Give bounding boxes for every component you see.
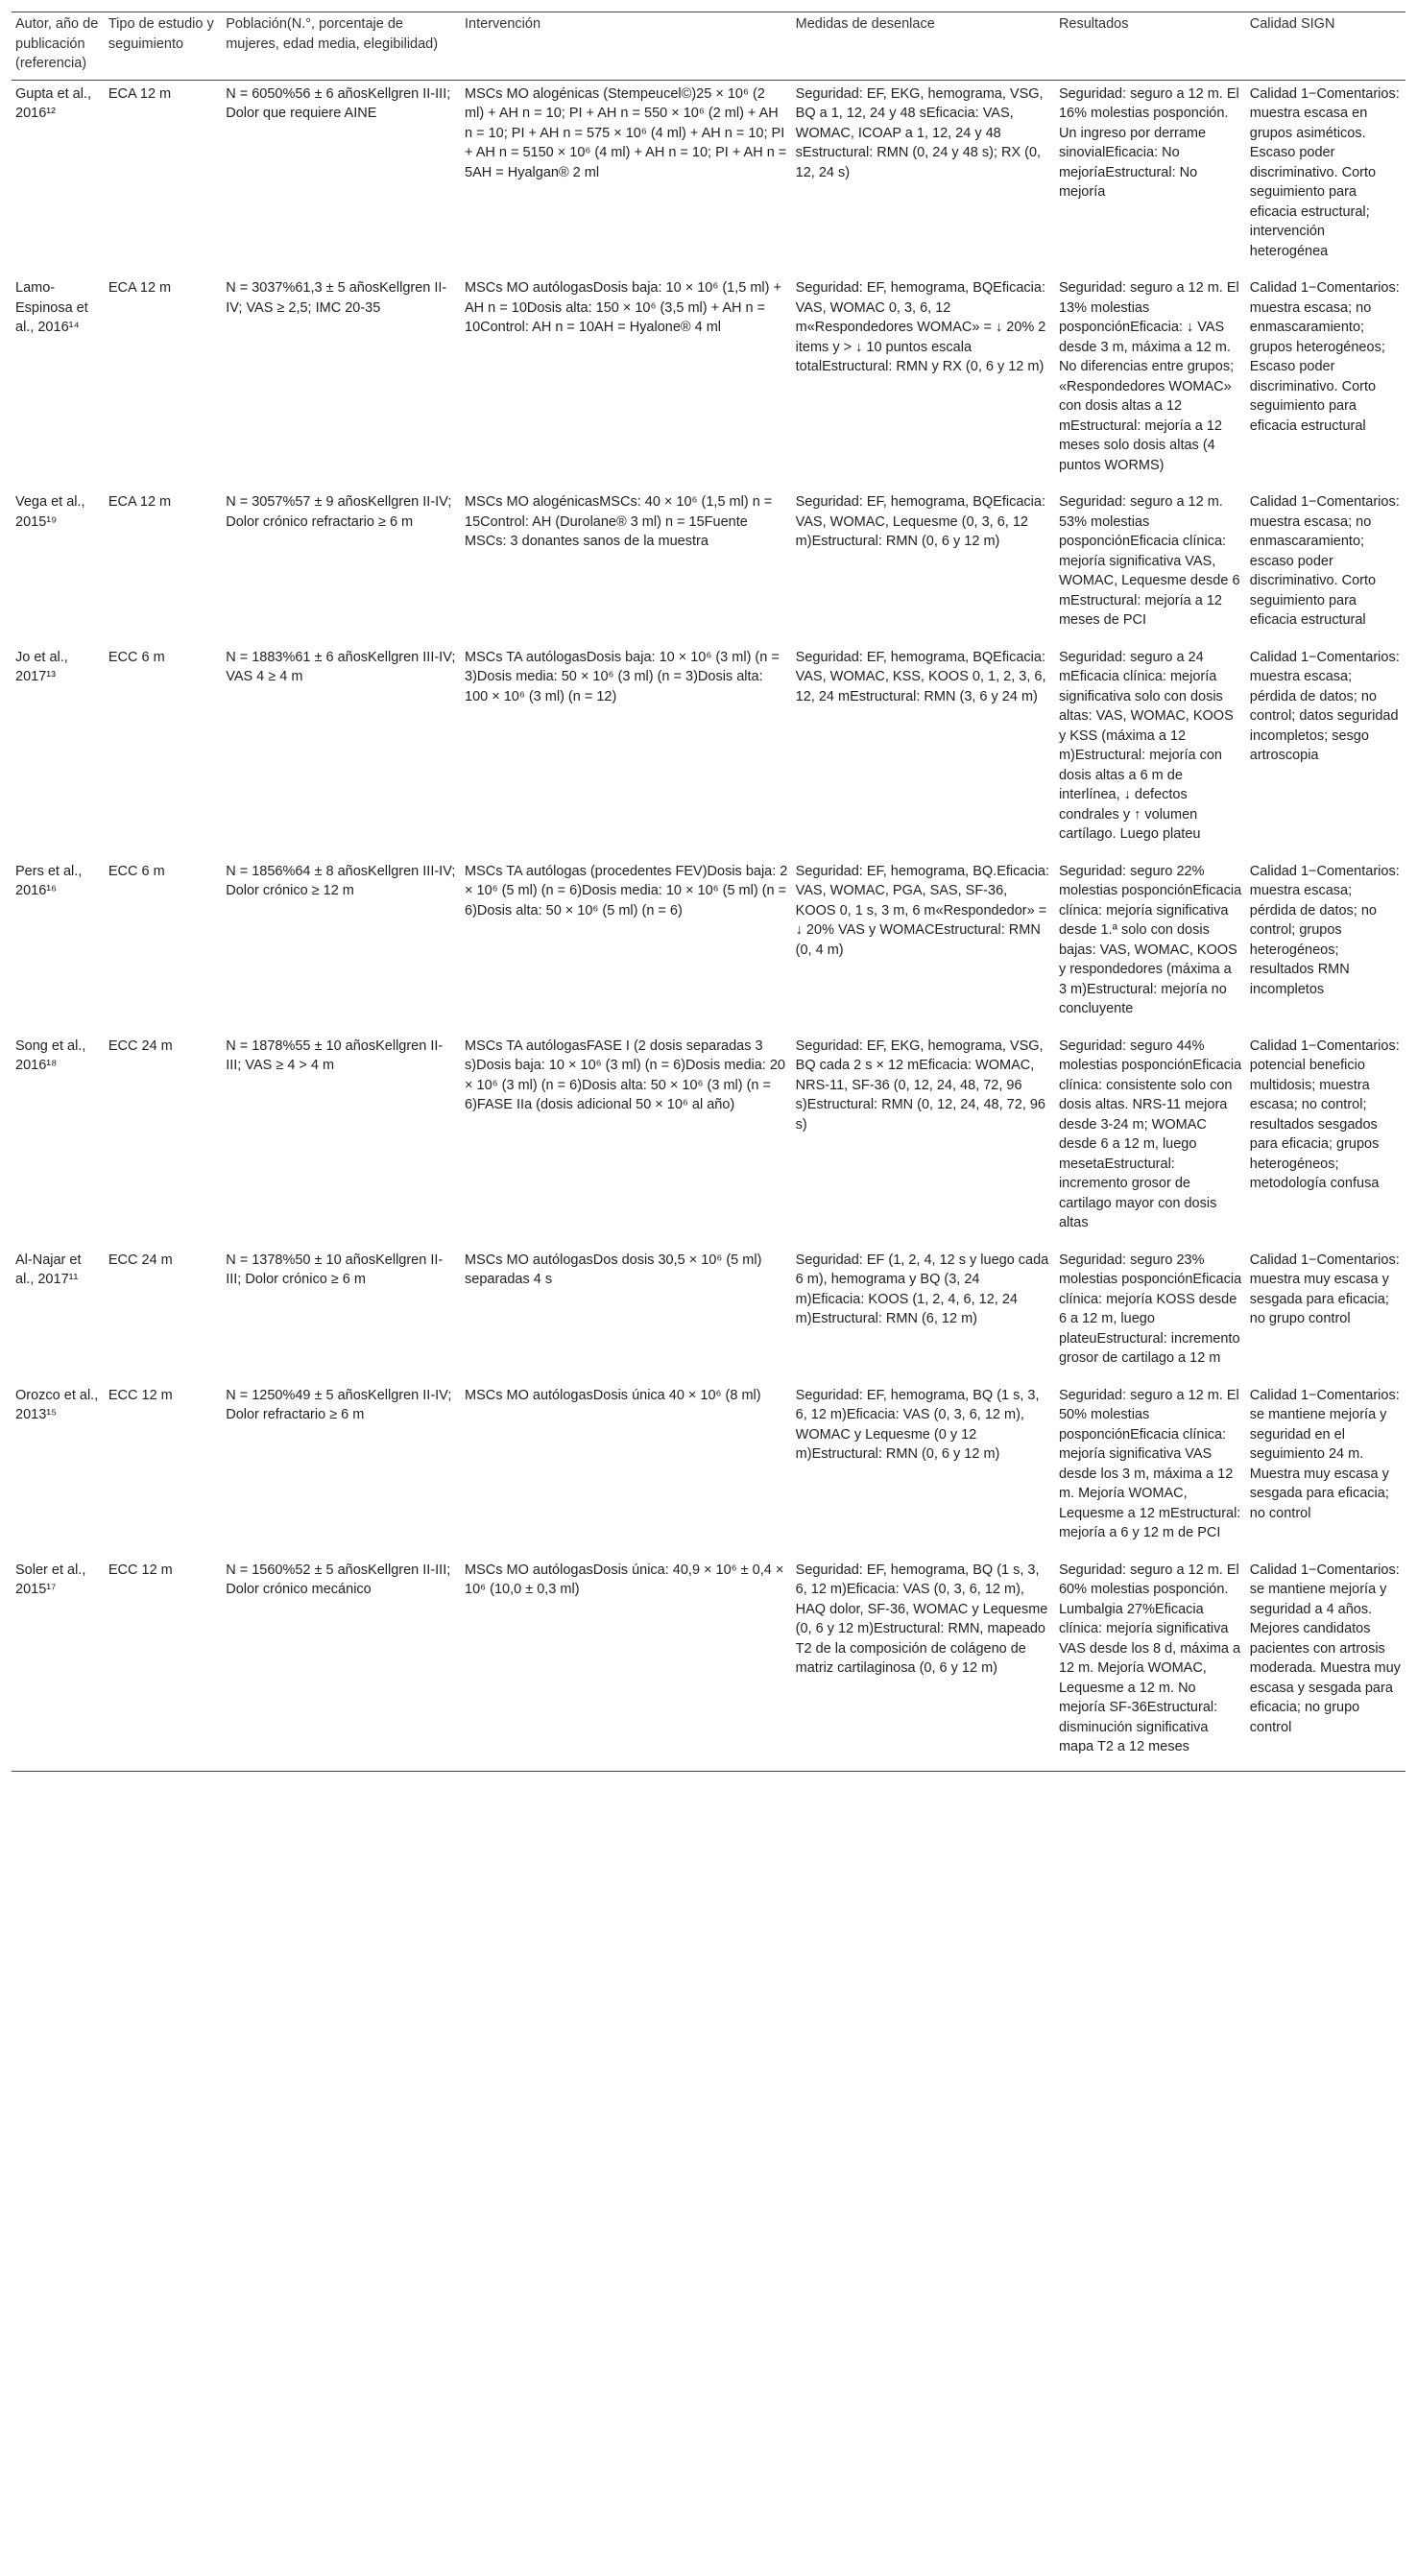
cell-intervention: MSCs TA autólogasFASE I (2 dosis separadas 3 s)Dosis baja: 10 × 10⁶ (3 ml) (n = 6)Dosis media: 20 × 10⁶ (3 ml) (n = 6)Dosis alta: 50 × 10⁶ (3 ml) (n = 6)FASE IIa (dosis adicional 50 × 10⁶ al año) (465, 1038, 785, 1112)
table-row (12, 1247, 1405, 1382)
cell-outcomes: Seguridad: EF (1, 2, 4, 12 s y luego cada 6 m), hemograma y BQ (3, 24 m)Eficacia: KOOS (1, 2, 4, 6, 12, 24 m)Estructural: RMN (6, 12 m) (795, 1252, 1049, 1326)
cell-outcomes: Seguridad: EF, hemograma, BQ (1 s, 3, 6, 12 m)Eficacia: VAS (0, 3, 6, 12 m), WOMAC y Lequesme (0 y 12 m)Estructural: RMN (0, 6 y 12 m) (795, 1387, 1040, 1462)
cell-author: Pers et al., 2016¹⁶ (15, 863, 83, 898)
table-row (12, 1033, 1405, 1247)
cell-design: ECC 12 m (108, 1387, 173, 1403)
table-row (12, 274, 1405, 489)
cell-results: Seguridad: seguro 22% molestias posponciónEficacia clínica: mejoría significativa desde 1.ª solo con dosis bajas: VAS, WOMAC, KOOS y respondedores (máxima a 3 m)Estructural: mejoría no concluyente (1058, 863, 1242, 1016)
studies-table (12, 12, 1405, 1772)
cell-outcomes: Seguridad: EF, hemograma, BQEficacia: VAS, WOMAC, Lequesme (0, 3, 6, 12 m)Estructural: RMN (0, 6 y 12 m) (795, 494, 1045, 549)
cell-results: Seguridad: seguro a 12 m. 53% molestias posponciónEficacia clínica: mejoría significativa VAS, WOMAC, Lequesme desde 6 mEstructural: mejoría a 12 meses de PCI (1058, 494, 1240, 628)
cell-quality: Calidad 1−Comentarios: muestra escasa; pérdida de datos; no control; grupos heterogéneos; resultados RMN incompletos (1249, 863, 1400, 997)
table-row (12, 858, 1405, 1033)
cell-design: ECC 24 m (108, 1038, 173, 1054)
cell-design: ECC 12 m (108, 1562, 173, 1578)
cell-design: ECC 6 m (108, 649, 165, 665)
cell-author: Soler et al., 2015¹⁷ (15, 1562, 86, 1597)
header-intervention: Intervención (465, 16, 541, 32)
cell-population: N = 3037%61,3 ± 5 añosKellgren II-IV; VAS ≥ 2,5; IMC 20-35 (226, 280, 447, 316)
cell-results: Seguridad: seguro a 12 m. El 16% molestias posponción. Un ingreso por derrame sinovialEficacia: No mejoríaEstructural: No mejoría (1058, 85, 1239, 200)
header-population: Población(N.°, porcentaje de mujeres, edad media, elegibilidad) (226, 16, 439, 52)
cell-author: Al-Najar et al., 2017¹¹ (15, 1252, 82, 1287)
table-row (12, 644, 1405, 858)
cell-design: ECA 12 m (108, 85, 172, 102)
cell-intervention: MSCs MO alogénicasMSCs: 40 × 10⁶ (1,5 ml) n = 15Control: AH (Durolane® 3 ml) n = 15Fuente MSCs: 3 donantes sanos de la muestra (465, 494, 773, 549)
cell-population: N = 1560%52 ± 5 añosKellgren II-III; Dolor crónico mecánico (226, 1562, 451, 1597)
table-row (12, 1557, 1405, 1772)
cell-intervention: MSCs MO autólogasDosis única: 40,9 × 10⁶ ± 0,4 × 10⁶ (10,0 ± 0,3 ml) (465, 1562, 784, 1597)
cell-design: ECC 6 m (108, 863, 165, 879)
cell-author: Lamo-Espinosa et al., 2016¹⁴ (15, 280, 88, 335)
cell-quality: Calidad 1−Comentarios: muestra escasa en grupos asiméticos. Escaso poder discriminativo. Corto seguimiento para eficacia estructural; intervención heterogénea (1249, 85, 1400, 259)
cell-intervention: MSCs MO alogénicas (Stempeucel©)25 × 10⁶ (2 ml) + AH n = 10; PI + AH n = 550 × 10⁶ (2 ml) + AH n = 10; PI + AH n = 575 × 10⁶ (4 ml) + AH n = 10; PI + AH n = 5150 × 10⁶ (4 ml) + AH n = 10; PI + AH n = 5AH = Hyalgan® 2 ml (465, 85, 787, 180)
cell-results: Seguridad: seguro a 24 mEficacia clínica: mejoría significativa solo con dosis altas: VAS, WOMAC, KOOS y KSS (máxima a 12 m)Estructural: mejoría con dosis altas a 6 m de interlínea, ↓ defectos condrales y ↑ volumen cartílago. Luego plateu (1058, 649, 1234, 842)
cell-quality: Calidad 1−Comentarios: muestra escasa; pérdida de datos; no control; datos seguridad incompletos; sesgo artroscopia (1249, 649, 1400, 763)
cell-intervention: MSCs MO autólogasDosis única 40 × 10⁶ (8 ml) (465, 1387, 761, 1403)
cell-population: N = 6050%56 ± 6 añosKellgren II-III; Dolor que requiere AINE (226, 85, 451, 121)
cell-outcomes: Seguridad: EF, hemograma, BQ (1 s, 3, 6, 12 m)Eficacia: VAS (0, 3, 6, 12 m), HAQ dolor, SF-36, WOMAC y Lequesme (0, 6 y 12 m)Estructural: RMN, mapeado T2 de la composición de colágeno de matriz cartilaginosa (0, 6 y 12 m) (795, 1562, 1048, 1676)
cell-quality: Calidad 1−Comentarios: se mantiene mejoría y seguridad en el seguimiento 24 m. Muestra muy escasa y sesgada para eficacia; no control (1249, 1387, 1400, 1521)
cell-results: Seguridad: seguro a 12 m. El 13% molestias posponciónEficacia: ↓ VAS desde 3 m, máxima a 12 m. No diferencias entre grupos; «Respondedores WOMAC» con dosis altas a 12 mEstructural: mejoría a 12 meses solo dosis altas (4 puntos WORMS) (1058, 280, 1239, 473)
cell-intervention: MSCs MO autólogasDos dosis 30,5 × 10⁶ (5 ml) separadas 4 s (465, 1252, 762, 1287)
cell-author: Vega et al., 2015¹⁹ (15, 494, 85, 530)
table-row (12, 80, 1405, 274)
cell-results: Seguridad: seguro 44% molestias posponciónEficacia clínica: consistente solo con dosis altas. NRS-11 mejora desde 3-24 m; WOMAC desde 6 a 12 m, luego mesetaEstructural: incremento grosor de cartilago mayor con dosis altas (1058, 1038, 1242, 1230)
cell-population: N = 1378%50 ± 10 añosKellgren II-III; Dolor crónico ≥ 6 m (226, 1252, 444, 1287)
cell-author: Orozco et al., 2013¹⁵ (15, 1387, 99, 1422)
cell-design: ECA 12 m (108, 494, 172, 510)
table-container (12, 12, 1405, 1772)
cell-results: Seguridad: seguro 23% molestias posponciónEficacia clínica: mejoría KOSS desde 6 a 12 m, luego plateuEstructural: incremento grosor de cartilago a 12 m (1058, 1252, 1242, 1366)
cell-intervention: MSCs MO autólogasDosis baja: 10 × 10⁶ (1,5 ml) + AH n = 10Dosis alta: 150 × 10⁶ (3,5 ml) + AH n = 10Control: AH n = 10AH = Hyalone® 4 ml (465, 280, 781, 335)
cell-results: Seguridad: seguro a 12 m. El 50% molestias posponciónEficacia clínica: mejoría significativa VAS desde los 3 m, máxima a 12 m. Mejoría WOMAC, Lequesme a 12 mEstructural: mejoría a 6 y 12 m de PCI (1058, 1387, 1241, 1540)
cell-quality: Calidad 1−Comentarios: muestra escasa; no enmascaramiento; escaso poder discriminativo. Corto seguimiento para eficacia estructural (1249, 494, 1400, 628)
header-quality: Calidad SIGN (1249, 16, 1335, 32)
cell-outcomes: Seguridad: EF, EKG, hemograma, VSG, BQ a 1, 12, 24 y 48 sEficacia: VAS, WOMAC, ICOAP a 1, 12, 24 y 48 sEstructural: RMN (0, 24 y 48 s); RX (0, 12, 24 s) (795, 85, 1044, 180)
cell-quality: Calidad 1−Comentarios: potencial beneficio multidosis; muestra escasa; no control; resultados sesgados para eficacia; grupos heterogéneos; metodología confusa (1249, 1038, 1400, 1191)
cell-intervention: MSCs TA autólogasDosis baja: 10 × 10⁶ (3 ml) (n = 3)Dosis media: 50 × 10⁶ (3 ml) (n = 3)Dosis alta: 100 × 10⁶ (3 ml) (n = 12) (465, 649, 780, 704)
cell-results: Seguridad: seguro a 12 m. El 60% molestias posponción. Lumbalgia 27%Eficacia clínica: mejoría significativa VAS desde los 8 d, máxima a 12 m. Mejoría WOMAC, Lequesme a 12 m. No mejoría SF-36Estructural: disminución significativa mapa T2 a 12 meses (1058, 1562, 1241, 1754)
cell-population: N = 1878%55 ± 10 añosKellgren II-III; VAS ≥ 4 > 4 m (226, 1038, 444, 1073)
cell-intervention: MSCs TA autólogas (procedentes FEV)Dosis baja: 2 × 10⁶ (5 ml) (n = 6)Dosis media: 10 × 10⁶ (5 ml) (n = 6)Dosis alta: 50 × 10⁶ (5 ml) (n = 6) (465, 863, 788, 918)
cell-population: N = 1856%64 ± 8 añosKellgren III-IV; Dolor crónico ≥ 12 m (226, 863, 456, 898)
cell-author: Gupta et al., 2016¹² (15, 85, 91, 121)
cell-outcomes: Seguridad: EF, EKG, hemograma, VSG, BQ cada 2 s × 12 mEficacia: WOMAC, NRS-11, SF-36 (0, 12, 24, 48, 72, 96 s)Estructural: RMN (0, 12, 24, 48, 72, 96 s) (795, 1038, 1045, 1133)
cell-population: N = 1250%49 ± 5 añosKellgren II-IV; Dolor refractario ≥ 6 m (226, 1387, 452, 1422)
header-outcomes: Medidas de desenlace (795, 16, 935, 32)
header-results: Resultados (1058, 16, 1129, 32)
table-header-row (12, 12, 1405, 81)
table-row (12, 1382, 1405, 1557)
header-design: Tipo de estudio y seguimiento (108, 16, 214, 52)
cell-population: N = 1883%61 ± 6 añosKellgren III-IV; VAS 4 ≥ 4 m (226, 649, 456, 684)
cell-quality: Calidad 1−Comentarios: muestra escasa; no enmascaramiento; grupos heterogéneos; Escaso poder discriminativo. Corto seguimiento para eficacia estructural (1249, 280, 1400, 434)
cell-design: ECC 24 m (108, 1252, 173, 1268)
cell-population: N = 3057%57 ± 9 añosKellgren II-IV; Dolor crónico refractario ≥ 6 m (226, 494, 452, 530)
cell-outcomes: Seguridad: EF, hemograma, BQEficacia: VAS, WOMAC 0, 3, 6, 12 m«Respondedores WOMAC» = ↓ 20% 2 items y > ↓ 10 puntos escala totalEstructural: RMN y RX (0, 6 y 12 m) (795, 280, 1046, 374)
cell-quality: Calidad 1−Comentarios: se mantiene mejoría y seguridad a 4 años. Mejores candidatos pacientes con artrosis moderada. Muestra muy escasa y sesgada para eficacia; no grupo control (1249, 1562, 1401, 1735)
header-author: Autor, año de publicación (referencia) (15, 16, 99, 71)
cell-design: ECA 12 m (108, 280, 172, 296)
cell-quality: Calidad 1−Comentarios: muestra muy escasa y sesgada para eficacia; no grupo control (1249, 1252, 1400, 1326)
cell-author: Jo et al., 2017¹³ (15, 649, 68, 684)
cell-outcomes: Seguridad: EF, hemograma, BQ.Eficacia: VAS, WOMAC, PGA, SAS, SF-36, KOOS 0, 1 s, 3 m, 6 m«Respondedor» = ↓ 20% VAS y WOMACEstructural: RMN (0, 4 m) (795, 863, 1050, 958)
table-row (12, 489, 1405, 644)
cell-author: Song et al., 2016¹⁸ (15, 1038, 86, 1073)
cell-outcomes: Seguridad: EF, hemograma, BQEficacia: VAS, WOMAC, KSS, KOOS 0, 1, 2, 3, 6, 12, 24 mEstructural: RMN (3, 6 y 24 m) (795, 649, 1046, 704)
